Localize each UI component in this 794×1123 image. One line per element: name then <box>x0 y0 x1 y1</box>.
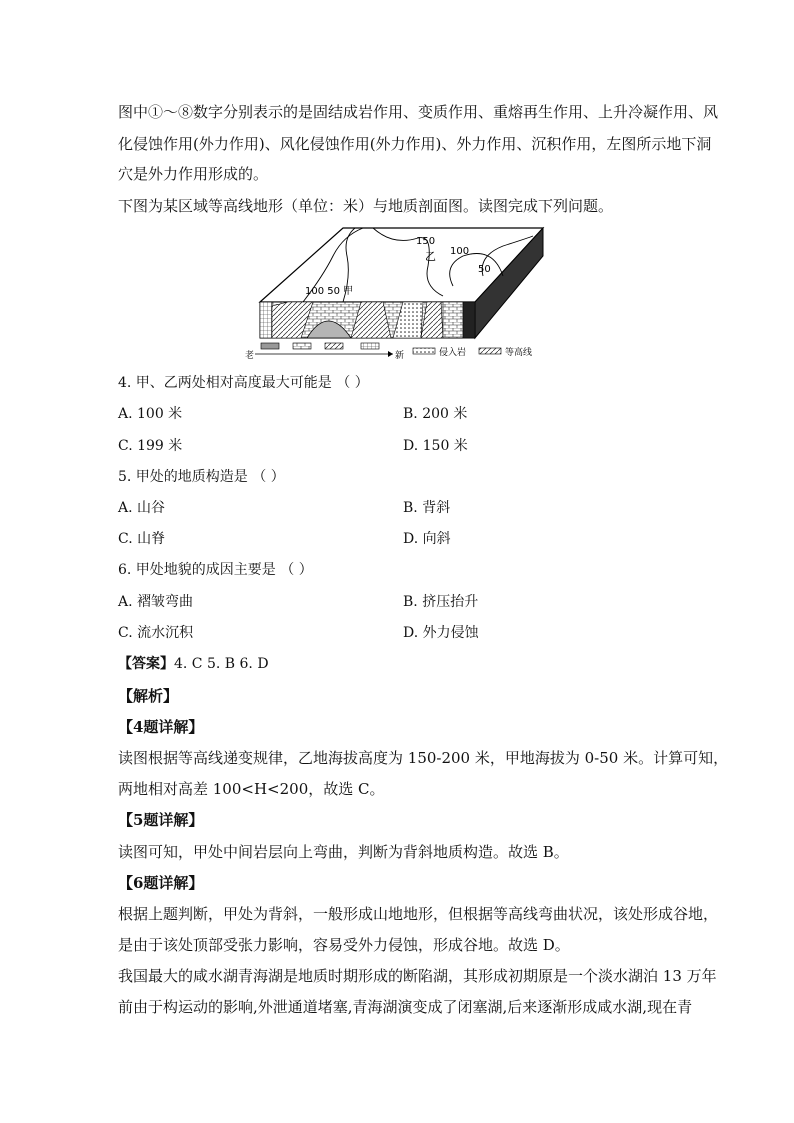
answer-text: 4. C 5. B 6. D <box>174 656 269 672</box>
q6-stem: 6. 甲处地貌的成因主要是 （ ） <box>118 562 313 578</box>
q5-detail-header: 【5题详解】 <box>118 811 204 829</box>
answer-row <box>118 654 269 674</box>
label-100-right: 100 <box>450 246 470 257</box>
q5-option-c: C. 山脊 <box>118 531 166 547</box>
q4-stem: 4. 甲、乙两处相对高度最大可能是 （ ） <box>118 375 369 391</box>
q4-detail-line-2: 两地相对高差 100<H<200，故选 C。 <box>118 780 385 798</box>
legend-intrusive: 侵入岩 <box>439 348 467 358</box>
q6-detail-header: 【6题详解】 <box>118 874 204 892</box>
q4-option-a: A. 100 米 <box>118 406 183 422</box>
q5-option-b: B. 背斜 <box>403 500 451 516</box>
q4-option-d: D. 150 米 <box>403 438 468 454</box>
q5-stem: 5. 甲处的地质构造是 （ ） <box>118 469 285 485</box>
q6-detail-line-2: 是由于该处顶部受张力影响，容易受外力侵蚀，形成谷地。故选 D。 <box>118 936 570 954</box>
tail-line-1: 我国最大的咸水湖青海湖是地质时期形成的断陷湖，其形成初期原是一个淡水湖泊 13 万年 <box>118 967 717 985</box>
q4-detail-header: 【4题详解】 <box>118 718 204 736</box>
geology-block-diagram <box>243 226 548 362</box>
q4-option-b: B. 200 米 <box>403 406 468 422</box>
intro-line-1: 图中①～⑧数字分别表示的是固结成岩作用、变质作用、重熔再生作用、上升冷凝作用、风 <box>118 103 719 121</box>
q6-option-b: B. 挤压抬升 <box>403 594 479 610</box>
intro-line-2: 化侵蚀作用(外力作用)、风化侵蚀作用(外力作用)、外力作用、沉积作用，左图所示地下洞 <box>118 135 712 153</box>
tail-line-2: 前由于构运动的影响,外泄通道堵塞,青海湖演变成了闭塞湖,后来逐渐形成咸水湖,现在青 <box>118 998 693 1016</box>
figure-intro: 下图为某区域等高线地形（单位：米）与地质剖面图。读图完成下列问题。 <box>118 197 614 215</box>
label-yi: 乙 <box>425 250 436 263</box>
q5-detail-line-1: 读图可知，甲处中间岩层向上弯曲，判断为背斜地质构造。故选 B。 <box>118 843 569 861</box>
q6-option-c: C. 流水沉积 <box>118 625 194 641</box>
legend-old: 老 <box>245 351 255 361</box>
q6-option-a: A. 褶皱弯曲 <box>118 594 194 610</box>
analysis-label: 【解析】 <box>118 687 179 705</box>
label-50-right: 50 <box>478 264 491 275</box>
legend-contour: 等高线 <box>505 348 533 358</box>
answer-label: 【答案】 <box>118 656 174 672</box>
q4-option-c: C. 199 米 <box>118 438 183 454</box>
label-150: 150 <box>416 236 436 247</box>
legend-new: 新 <box>395 351 405 361</box>
q6-option-d: D. 外力侵蚀 <box>403 625 479 641</box>
q4-detail-line-1: 读图根据等高线递变规律，乙地海拔高度为 150-200 米，甲地海拔为 0-50 米。计算可知， <box>118 749 729 767</box>
intro-line-3: 穴是外力作用形成的。 <box>118 165 269 183</box>
q6-detail-line-1: 根据上题判断，甲处为背斜，一般形成山地地形，但根据等高线弯曲状况，该处形成谷地， <box>118 905 719 923</box>
label-jia: 100 50 甲 <box>305 286 354 297</box>
q5-option-d: D. 向斜 <box>403 531 451 547</box>
q5-option-a: A. 山谷 <box>118 500 166 516</box>
